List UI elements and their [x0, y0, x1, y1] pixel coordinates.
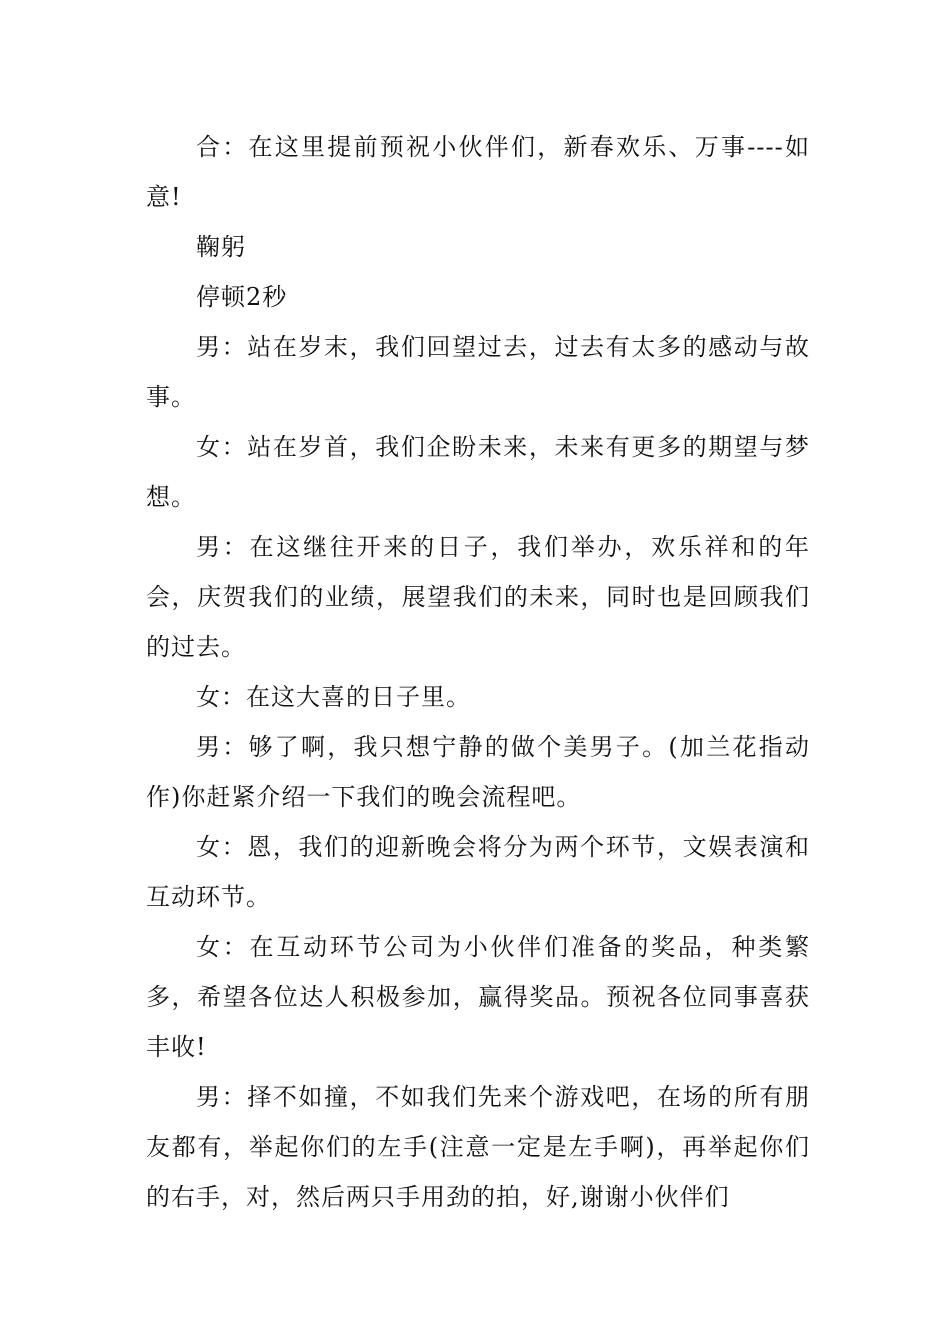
paragraph-female-3: 女：恩，我们的迎新晚会将分为两个环节，文娱表演和互动环节。: [146, 833, 810, 911]
paragraph-bow: 鞠躬: [196, 233, 246, 261]
paragraph-female-2: 女：在这大喜的日子里。: [196, 683, 471, 711]
paragraph-male-1: 男：站在岁末，我们回望过去，过去有太多的感动与故事。: [146, 333, 810, 411]
paragraph-female-1: 女：站在岁首，我们企盼未来，未来有更多的期望与梦想。: [146, 433, 810, 511]
paragraph-greeting: 合：在这里提前预祝小伙伴们，新春欢乐、万事----如意!: [146, 133, 810, 211]
paragraph-male-2: 男：在这继往开来的日子，我们举办，欢乐祥和的年会，庆贺我们的业绩，展望我们的未来，同时也是回顾我们的过去。: [146, 533, 810, 661]
paragraph-male-3: 男：够了啊，我只想宁静的做个美男子。(加兰花指动作)你赶紧介绍一下我们的晚会流程吧。: [146, 733, 810, 811]
paragraph-male-4: 男：择不如撞，不如我们先来个游戏吧，在场的所有朋友都有，举起你们的左手(注意一定是左手啊)，再举起你们的右手，对，然后两只手用劲的拍，好,谢谢小伙伴们: [146, 1083, 810, 1211]
paragraph-female-4: 女：在互动环节公司为小伙伴们准备的奖品，种类繁多，希望各位达人积极参加，赢得奖品。预祝各位同事喜获丰收!: [146, 933, 810, 1061]
paragraph-pause: 停顿2秒: [196, 283, 288, 311]
